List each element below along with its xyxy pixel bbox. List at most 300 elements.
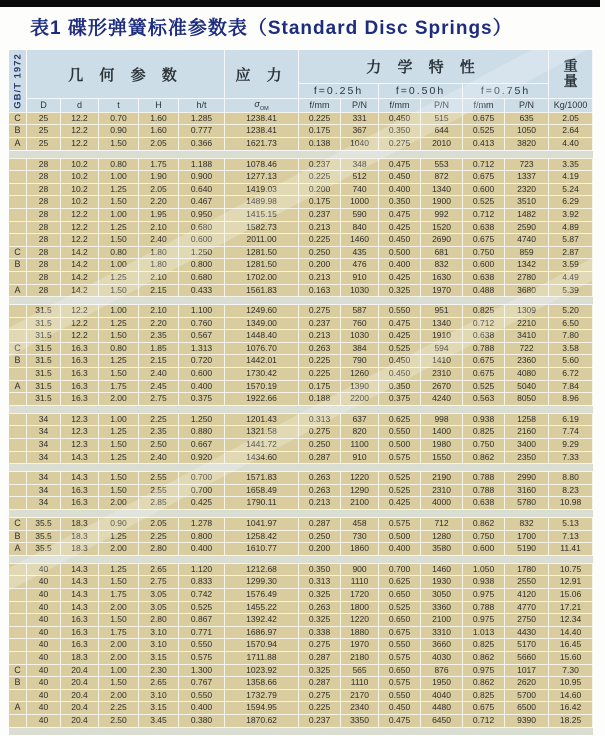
col-f1: f/mm	[299, 99, 341, 113]
value-cell: 515	[421, 112, 463, 125]
value-cell: 0.400	[379, 543, 421, 556]
value-cell: 0.563	[463, 393, 505, 406]
value-cell: 0.525	[179, 601, 225, 614]
value-cell: 2.55	[139, 484, 179, 497]
value-cell: 7.74	[549, 426, 593, 439]
value-cell: 1790.11	[225, 497, 299, 510]
value-cell: 2590	[505, 221, 549, 234]
value-cell: 2.25	[99, 702, 139, 715]
value-cell: 0.750	[463, 530, 505, 543]
value-cell: 0.862	[463, 651, 505, 664]
value-cell: 12.2	[61, 112, 99, 125]
value-cell: 0.90	[99, 518, 139, 531]
group-separator	[9, 555, 593, 563]
value-cell: 1212.68	[225, 563, 299, 576]
value-cell: 1.300	[179, 664, 225, 677]
value-cell: 1582.73	[225, 221, 299, 234]
value-cell: 3580	[421, 543, 463, 556]
value-cell: 0.400	[179, 702, 225, 715]
value-cell: 28	[27, 196, 61, 209]
value-cell: 1392.42	[225, 614, 299, 627]
value-cell: 0.742	[179, 588, 225, 601]
value-cell: 34	[27, 497, 61, 510]
value-cell: 476	[341, 259, 379, 272]
value-cell: 4030	[421, 651, 463, 664]
value-cell: 0.600	[179, 368, 225, 381]
series-label-cell: C	[9, 664, 27, 677]
value-cell: 3510	[505, 196, 549, 209]
value-cell: 1686.97	[225, 626, 299, 639]
value-cell: 0.500	[379, 530, 421, 543]
value-cell: 0.862	[463, 451, 505, 464]
value-cell: 14.3	[61, 576, 99, 589]
series-label-cell	[9, 330, 27, 343]
value-cell: 14.3	[61, 451, 99, 464]
value-cell: 5780	[505, 497, 549, 510]
value-cell: 0.200	[299, 183, 341, 196]
value-cell: 2.40	[139, 234, 179, 247]
value-cell: 4.89	[549, 221, 593, 234]
value-cell: 1720	[341, 588, 379, 601]
value-cell: 0.800	[179, 530, 225, 543]
value-cell: 16.3	[61, 368, 99, 381]
value-cell: 1.90	[139, 171, 179, 184]
value-cell: 0.425	[379, 497, 421, 510]
value-cell: 2670	[421, 380, 463, 393]
value-cell: 0.475	[379, 208, 421, 221]
value-cell: 1238.41	[225, 112, 299, 125]
page-title: 表1 碟形弹簧标准参数表（Standard Disc Springs）	[30, 18, 513, 39]
value-cell: 0.675	[463, 171, 505, 184]
value-cell: 1594.95	[225, 702, 299, 715]
value-cell: 1.95	[139, 208, 179, 221]
value-cell: 2990	[505, 472, 549, 485]
value-cell: 876	[421, 664, 463, 677]
header-mechanical: 力 学 特 性	[299, 50, 549, 84]
value-cell: 1550	[421, 451, 463, 464]
value-cell: 12.2	[61, 330, 99, 343]
table-row	[9, 317, 593, 330]
value-cell: 28	[27, 246, 61, 259]
value-cell: 4740	[505, 234, 549, 247]
value-cell: 12.3	[61, 439, 99, 452]
value-cell: 1.50	[99, 234, 139, 247]
value-cell: 4430	[505, 626, 549, 639]
value-cell: 40	[27, 601, 61, 614]
value-cell: 4480	[421, 702, 463, 715]
value-cell: 10.2	[61, 183, 99, 196]
series-label-cell: B	[9, 530, 27, 543]
value-cell: 2.65	[139, 677, 179, 690]
group-separator	[9, 510, 593, 518]
series-label-cell: A	[9, 284, 27, 297]
value-cell: 0.250	[299, 530, 341, 543]
value-cell: 2360	[505, 355, 549, 368]
value-cell: 0.425	[179, 497, 225, 510]
value-cell: 0.900	[179, 171, 225, 184]
value-cell: 0.650	[379, 614, 421, 627]
value-cell: 12.2	[61, 208, 99, 221]
value-cell: 3.10	[139, 626, 179, 639]
value-cell: 0.800	[179, 259, 225, 272]
value-cell: 6.29	[549, 196, 593, 209]
value-cell: 2100	[341, 497, 379, 510]
value-cell: 0.950	[179, 208, 225, 221]
value-cell: 2690	[421, 234, 463, 247]
value-cell: 1.00	[99, 664, 139, 677]
value-cell: 1358.66	[225, 677, 299, 690]
value-cell: 0.525	[463, 380, 505, 393]
value-cell: 14.60	[549, 689, 593, 702]
value-cell: 2.00	[99, 393, 139, 406]
value-cell: 435	[341, 246, 379, 259]
value-cell: 0.862	[463, 518, 505, 531]
value-cell: 0.413	[463, 137, 505, 150]
value-cell: 0.862	[463, 677, 505, 690]
value-cell: 1238.41	[225, 125, 299, 138]
value-cell: 1.25	[99, 530, 139, 543]
value-cell: 1571.83	[225, 472, 299, 485]
value-cell: 4120	[505, 588, 549, 601]
value-cell: 1281.50	[225, 259, 299, 272]
value-cell: 0.450	[379, 355, 421, 368]
value-cell: 0.275	[299, 305, 341, 318]
value-cell: 2180	[341, 651, 379, 664]
value-cell: 2.25	[139, 413, 179, 426]
value-cell: 0.938	[463, 413, 505, 426]
table-row	[9, 137, 593, 150]
header-weight	[549, 50, 593, 99]
value-cell: 1.50	[99, 484, 139, 497]
value-cell: 12.2	[61, 137, 99, 150]
value-cell: 1.25	[99, 355, 139, 368]
value-cell: 1023.92	[225, 664, 299, 677]
value-cell: 1970	[341, 639, 379, 652]
value-cell: 0.450	[379, 112, 421, 125]
table-row	[9, 305, 593, 318]
group-separator	[9, 464, 593, 472]
value-cell: 1321.58	[225, 426, 299, 439]
value-cell: 0.500	[379, 439, 421, 452]
value-cell: 1110	[341, 576, 379, 589]
value-cell: 40	[27, 689, 61, 702]
value-cell: 0.700	[179, 472, 225, 485]
value-cell: 40	[27, 614, 61, 627]
value-cell: 0.225	[299, 355, 341, 368]
series-label-cell	[9, 689, 27, 702]
value-cell: 1100	[341, 439, 379, 452]
value-cell: 0.325	[299, 614, 341, 627]
value-cell: 2.40	[139, 451, 179, 464]
series-label-cell	[9, 626, 27, 639]
value-cell: 2620	[505, 677, 549, 690]
series-label-cell	[9, 171, 27, 184]
value-cell: 3.10	[139, 689, 179, 702]
value-cell: 723	[505, 158, 549, 171]
value-cell: 832	[421, 259, 463, 272]
value-cell: 40	[27, 651, 61, 664]
value-cell: 20.4	[61, 702, 99, 715]
value-cell: 31.5	[27, 342, 61, 355]
value-cell: 28	[27, 259, 61, 272]
value-cell: 730	[341, 530, 379, 543]
value-cell: 0.525	[463, 196, 505, 209]
value-cell: 3.15	[139, 651, 179, 664]
value-cell: 14.2	[61, 246, 99, 259]
value-cell: 7.30	[549, 664, 593, 677]
value-cell: 28	[27, 183, 61, 196]
value-cell: 1460	[421, 563, 463, 576]
value-cell: 1220	[341, 472, 379, 485]
series-label-cell	[9, 576, 27, 589]
value-cell: 1880	[341, 626, 379, 639]
value-cell: 0.712	[463, 714, 505, 727]
value-cell: 1.50	[99, 196, 139, 209]
value-cell: 5660	[505, 651, 549, 664]
value-cell: 0.200	[299, 543, 341, 556]
value-cell: 1.85	[139, 342, 179, 355]
value-cell: 0.938	[463, 576, 505, 589]
value-cell: 0.313	[299, 576, 341, 589]
value-cell: 0.680	[179, 271, 225, 284]
value-cell: 0.313	[299, 413, 341, 426]
value-cell: 0.825	[463, 305, 505, 318]
value-cell: 10.95	[549, 677, 593, 690]
table-row	[9, 183, 593, 196]
series-label-cell: B	[9, 677, 27, 690]
value-cell: 12.2	[61, 317, 99, 330]
value-cell: 512	[341, 171, 379, 184]
value-cell: 25	[27, 125, 61, 138]
col-t: t	[99, 99, 139, 113]
value-cell: 18.3	[61, 518, 99, 531]
value-cell: 0.638	[463, 221, 505, 234]
value-cell: 31.5	[27, 330, 61, 343]
series-label-cell	[9, 158, 27, 171]
value-cell: 0.475	[379, 158, 421, 171]
value-cell: 2320	[505, 183, 549, 196]
value-cell: 2100	[421, 614, 463, 627]
value-cell: 4040	[421, 689, 463, 702]
value-cell: 1340	[421, 183, 463, 196]
value-cell: 1410	[421, 355, 463, 368]
value-cell: 0.350	[379, 125, 421, 138]
value-cell: 0.213	[299, 330, 341, 343]
value-cell: 5040	[505, 380, 549, 393]
table-row	[9, 112, 593, 125]
value-cell: 3.59	[549, 259, 593, 272]
table-row	[9, 518, 593, 531]
value-cell: 8.23	[549, 484, 593, 497]
value-cell: 28	[27, 158, 61, 171]
value-cell: 1700	[505, 530, 549, 543]
value-cell: 0.825	[463, 426, 505, 439]
series-label-cell: A	[9, 702, 27, 715]
value-cell: 7.13	[549, 530, 593, 543]
col-H: H	[139, 99, 179, 113]
value-cell: 0.366	[179, 137, 225, 150]
value-cell: 4.40	[549, 137, 593, 150]
group-separator	[9, 727, 593, 735]
value-cell: 1.25	[99, 451, 139, 464]
value-cell: 12.34	[549, 614, 593, 627]
series-label-cell	[9, 221, 27, 234]
value-cell: 0.400	[179, 380, 225, 393]
value-cell: 1.250	[179, 413, 225, 426]
value-cell: 3310	[421, 626, 463, 639]
value-cell: 2750	[505, 614, 549, 627]
value-cell: 1201.43	[225, 413, 299, 426]
value-cell: 1.285	[179, 112, 225, 125]
value-cell: 1460	[341, 234, 379, 247]
value-cell: 0.225	[299, 368, 341, 381]
value-cell: 2.00	[99, 601, 139, 614]
value-cell: 0.680	[179, 221, 225, 234]
series-label-cell	[9, 271, 27, 284]
value-cell: 15.60	[549, 651, 593, 664]
table-row	[9, 543, 593, 556]
value-cell: 7.80	[549, 330, 593, 343]
series-label-cell	[9, 183, 27, 196]
value-cell: 1448.40	[225, 330, 299, 343]
value-cell: 0.275	[299, 689, 341, 702]
value-cell: 6.50	[549, 317, 593, 330]
value-cell: 12.2	[61, 234, 99, 247]
value-cell: 0.400	[179, 543, 225, 556]
table-row	[9, 259, 593, 272]
value-cell: 1281.50	[225, 246, 299, 259]
value-cell: 3350	[341, 714, 379, 727]
value-cell: 4000	[421, 497, 463, 510]
table-row	[9, 380, 593, 393]
value-cell: 0.433	[179, 284, 225, 297]
value-cell: 2210	[505, 317, 549, 330]
table-row	[9, 413, 593, 426]
value-cell: 0.575	[379, 518, 421, 531]
value-cell: 2.10	[139, 271, 179, 284]
value-cell: 0.750	[463, 246, 505, 259]
value-cell: 2.45	[139, 380, 179, 393]
table-row	[9, 639, 593, 652]
value-cell: 0.263	[299, 342, 341, 355]
value-cell: 910	[341, 451, 379, 464]
value-cell: 1441.72	[225, 439, 299, 452]
value-cell: 25	[27, 112, 61, 125]
value-cell: 0.771	[179, 626, 225, 639]
value-cell: 0.275	[299, 639, 341, 652]
value-cell: 0.567	[179, 330, 225, 343]
value-cell: 16.3	[61, 614, 99, 627]
series-label-cell	[9, 484, 27, 497]
series-label-cell	[9, 413, 27, 426]
value-cell: 0.550	[379, 639, 421, 652]
table-row	[9, 714, 593, 727]
header-deflection-050: f=0.50h	[379, 84, 463, 99]
top-bar	[0, 0, 600, 7]
value-cell: 2.00	[99, 543, 139, 556]
value-cell: 2.10	[139, 221, 179, 234]
value-cell: 31.5	[27, 393, 61, 406]
series-label-cell	[9, 208, 27, 221]
value-cell: 1702.00	[225, 271, 299, 284]
value-cell: 1.50	[99, 368, 139, 381]
series-label-cell	[9, 439, 27, 452]
value-cell: 1434.60	[225, 451, 299, 464]
value-cell: 0.325	[299, 588, 341, 601]
value-cell: 644	[421, 125, 463, 138]
value-cell: 2.05	[139, 518, 179, 531]
table-row	[9, 284, 593, 297]
series-label-cell: C	[9, 342, 27, 355]
col-p3: P/N	[505, 99, 549, 113]
value-cell: 40	[27, 714, 61, 727]
series-label-cell	[9, 317, 27, 330]
series-label-cell: A	[9, 380, 27, 393]
value-cell: 0.325	[379, 284, 421, 297]
value-cell: 2160	[505, 426, 549, 439]
value-cell: 1.25	[99, 317, 139, 330]
value-cell: 3360	[421, 601, 463, 614]
value-cell: 0.188	[299, 393, 341, 406]
value-cell: 0.975	[463, 588, 505, 601]
value-cell: 1621.73	[225, 137, 299, 150]
value-cell: 0.700	[379, 563, 421, 576]
value-cell: 0.375	[379, 393, 421, 406]
table-row	[9, 626, 593, 639]
value-cell: 840	[341, 221, 379, 234]
value-cell: 590	[341, 208, 379, 221]
value-cell: 1309	[505, 305, 549, 318]
value-cell: 1260	[341, 368, 379, 381]
value-cell: 1.75	[99, 588, 139, 601]
value-cell: 2.00	[99, 497, 139, 510]
value-cell: 6.72	[549, 368, 593, 381]
value-cell: 0.325	[299, 664, 341, 677]
value-cell: 16.3	[61, 355, 99, 368]
table-row	[9, 651, 593, 664]
table-row	[9, 330, 593, 343]
series-label-cell: A	[9, 137, 27, 150]
value-cell: 0.450	[379, 171, 421, 184]
table-row	[9, 368, 593, 381]
value-cell: 0.777	[179, 125, 225, 138]
value-cell: 1.188	[179, 158, 225, 171]
value-cell: 5.39	[549, 284, 593, 297]
value-cell: 1041.97	[225, 518, 299, 531]
value-cell: 40	[27, 702, 61, 715]
value-cell: 1030	[341, 330, 379, 343]
value-cell: 635	[505, 112, 549, 125]
value-cell: 0.525	[379, 484, 421, 497]
value-cell: 0.70	[99, 112, 139, 125]
table-row	[9, 196, 593, 209]
value-cell: 3.05	[139, 588, 179, 601]
value-cell: 15.06	[549, 588, 593, 601]
value-cell: 0.638	[463, 271, 505, 284]
value-cell: 1.120	[179, 563, 225, 576]
value-cell: 872	[421, 171, 463, 184]
value-cell: 16.3	[61, 484, 99, 497]
value-cell: 1730.42	[225, 368, 299, 381]
value-cell: 331	[341, 112, 379, 125]
value-cell: 1.75	[99, 626, 139, 639]
value-cell: 2.20	[139, 196, 179, 209]
value-cell: 2.05	[139, 137, 179, 150]
table-row	[9, 664, 593, 677]
value-cell: 900	[341, 563, 379, 576]
header-weight-bottom: 量	[563, 73, 578, 89]
value-cell: 832	[505, 518, 549, 531]
